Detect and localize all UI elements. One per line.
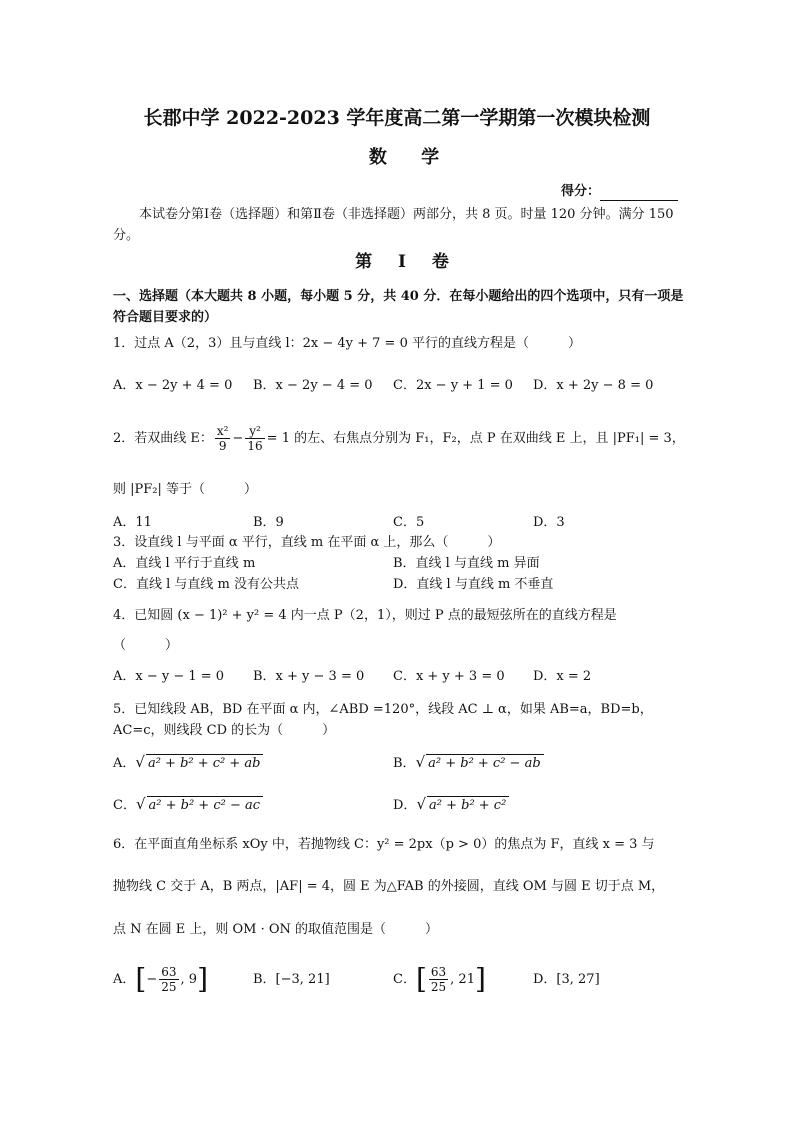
q4-option-a[interactable]: A．x − y − 1 = 0 [113,669,225,684]
question-5-line2: AC=c，则线段 CD 的长为（ ） [113,723,336,738]
score-blank[interactable] [600,186,678,201]
q5-option-d-label: D． [393,798,417,813]
q6-option-b[interactable]: B．[−3, 21] [253,972,330,987]
q6-option-a[interactable] [113,962,208,998]
q5-option-a-radicand: a² + b² + c² + ab [146,754,264,773]
q2-frac1-den: 9 [218,439,227,453]
q2-suffix: = 1 的左、右焦点分别为 F₁，F₂，点 P 在双曲线 E 上，且 |PF₁| = 3， [266,431,685,446]
q2-fraction-y [245,424,264,453]
q5-option-d[interactable] [393,795,509,815]
q1-option-a[interactable]: A．x − 2y + 4 = 0 [113,378,233,393]
radical-icon: √ [135,753,145,771]
question-5-line1: 5．已知线段 AB，BD 在平面 α 内，∠ABD =120°，线段 AC ⊥ α，如果 AB=a，BD=b， [113,702,653,717]
section-heading: 一、选择题（本大题共 8 小题，每小题 5 分，共 40 分．在每小题给出的四个选项中，只有一项是符合题目要求的） [113,289,684,325]
q5-option-b-radicand: a² + b² + c² − ab [426,754,544,773]
q6-option-a-label: A． [113,972,136,987]
q5-option-c-label: C． [113,798,136,813]
q5-option-a-label: A． [113,756,136,771]
right-bracket-icon: ] [197,962,208,996]
q2-minus: − [232,431,244,446]
q2-option-b[interactable]: B．9 [253,515,284,530]
q2-prefix: 2．若双曲线 E： [113,431,213,446]
left-bracket-icon: [ [135,962,147,996]
q6-option-a-fraction [159,965,178,994]
q5-option-c[interactable] [113,795,263,815]
q6-option-d[interactable]: D．[3, 27] [533,972,600,987]
q1-option-b[interactable]: B．x − 2y − 4 = 0 [253,378,373,393]
question-6-line3: 点 N 在圆 E 上，则 OM · ON 的取值范围是（ ） [113,922,439,937]
score-field [561,183,678,201]
q2-option-c[interactable]: C．5 [393,515,425,530]
question-6-line1: 6．在平面直角坐标系 xOy 中，若抛物线 C：y² = 2px（p > 0）的焦点为 F，直线 x = 3 与 [113,837,655,852]
q6-option-c-end: , 21 [450,972,475,987]
q6-option-c-label: C． [393,972,416,987]
q2-frac1-num: x² [216,424,229,438]
volume-heading: 第 Ⅰ 卷 [355,252,459,272]
question-6-line2: 抛物线 C 交于 A，B 两点，|AF| = 4，圆 E 为△FAB 的外接圆，直线 OM 与圆 E 切于点 M， [113,879,665,894]
q6-option-c-fraction [429,965,448,994]
q4-option-c[interactable]: C．x + y + 3 = 0 [393,669,505,684]
q5-option-b-label: B． [393,756,416,771]
question-2-stem [113,419,685,459]
q2-option-d[interactable]: D．3 [533,515,565,530]
left-bracket-icon: [ [415,962,427,996]
exam-title: 长郡中学 2022-2023 学年度高二第一学期第一次模块检测 [143,107,651,129]
question-1-stem: 1．过点 A（2，3）且与直线 l：2x − 4y + 7 = 0 平行的直线方程是（ ） [113,336,581,351]
q5-option-d-radicand: a² + b² + c² [427,796,509,815]
question-2-line2: 则 |PF₂| 等于（ ） [113,482,258,497]
q6-option-a-neg: − [146,972,158,987]
radical-icon: √ [416,795,426,813]
q3-option-d[interactable]: D．直线 l 与直线 m 不垂直 [393,577,554,592]
q6-option-c-den: 25 [430,980,447,994]
right-bracket-icon: ] [474,962,486,996]
q3-option-b[interactable]: B．直线 l 与直线 m 异面 [393,556,540,571]
radical-icon: √ [415,753,426,771]
q3-option-a[interactable]: A．直线 l 平行于直线 m [113,556,256,571]
radical-icon: √ [135,795,146,813]
q2-fraction-x [215,424,231,453]
q4-option-d[interactable]: D．x = 2 [533,669,592,684]
exam-intro: 本试卷分第Ⅰ卷（选择题）和第Ⅱ卷（非选择题）两部分，共 8 页。时量 120 分钟。满分 150 分。 [113,207,674,243]
q6-option-a-num: 63 [161,965,177,979]
q2-frac2-num: y² [245,424,264,439]
q1-option-c[interactable]: C．2x − y + 1 = 0 [393,378,513,393]
score-label: 得分： [561,184,601,199]
q2-frac2-den: 16 [247,439,263,453]
question-3-stem: 3．设直线 l 与平面 α 平行，直线 m 在平面 α 上，那么（ ） [113,535,501,550]
q6-option-a-end: , 9 [180,972,198,987]
q1-option-d[interactable]: D．x + 2y − 8 = 0 [533,378,654,393]
q6-option-c-num: 63 [430,965,447,979]
question-4-paren: （ ） [113,638,179,653]
q5-option-c-radicand: a² + b² + c² − ac [147,796,264,815]
question-4-stem: 4．已知圆 (x − 1)² + y² = 4 内一点 P（2，1），则过 P 点的最短弦所在的直线方程是 [113,608,617,623]
q2-option-a[interactable]: A．11 [113,515,152,530]
q6-option-a-den: 25 [161,980,177,994]
subject-title: 数 学 [368,147,454,168]
q4-option-b[interactable]: B．x + y − 3 = 0 [253,669,365,684]
q5-option-b[interactable] [393,753,544,773]
q3-option-c[interactable]: C．直线 l 与直线 m 没有公共点 [113,577,299,592]
q5-option-a[interactable] [113,753,263,773]
q6-option-c[interactable] [393,962,486,998]
